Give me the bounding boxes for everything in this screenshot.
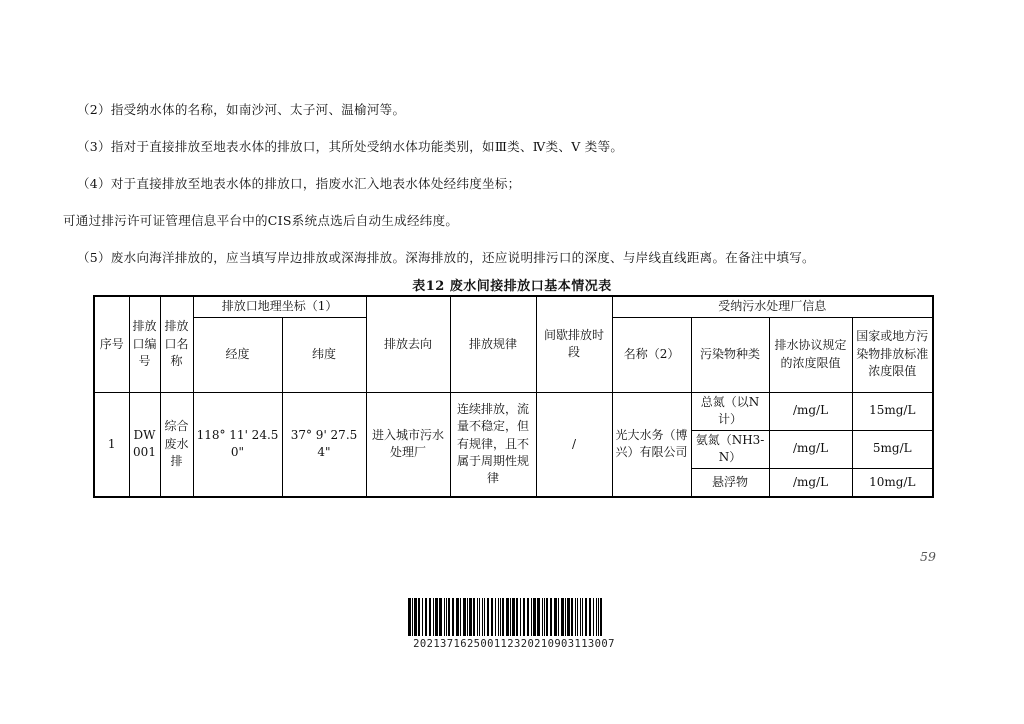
barcode <box>408 598 620 650</box>
note-3: （3）指对于直接排放至地表水体的排放口，其所处受纳水体功能类别，如Ⅲ类、Ⅳ类、Ⅴ 类等。 <box>77 139 624 154</box>
cell-outlet-name: 综合废水排 <box>160 392 193 497</box>
note-4: （4）对于直接排放至地表水体的排放口，指废水汇入地表水体处经纬度坐标； <box>77 176 521 191</box>
table-row <box>94 392 933 430</box>
cell-pollutant-name: 悬浮物 <box>691 468 769 497</box>
header-longitude: 经度 <box>193 317 282 392</box>
header-pollutant-type: 污染物种类 <box>691 317 769 392</box>
cell-agreement-limit: /mg/L <box>769 468 852 497</box>
cell-pollutant-name: 总氮（以N计） <box>691 392 769 430</box>
header-seq: 序号 <box>94 296 129 392</box>
wastewater-outlet-table <box>93 295 934 498</box>
cell-plant-name: 光大水务（博兴）有限公司 <box>612 392 691 497</box>
header-direction: 排放去向 <box>366 296 450 392</box>
page-number: 59 <box>920 549 936 564</box>
cell-longitude: 118° 11' 24.50" <box>193 392 282 497</box>
cell-standard-limit: 5mg/L <box>852 430 933 468</box>
barcode-bars-icon <box>408 598 620 636</box>
header-plant-name: 名称（2） <box>612 317 691 392</box>
cell-pattern: 连续排放，流量不稳定，但有规律，且不属于周期性规律 <box>450 392 536 497</box>
cell-latitude: 37° 9' 27.54" <box>282 392 366 497</box>
header-geo-coords: 排放口地理坐标（1） <box>193 296 366 317</box>
header-outlet-no: 排放口编号 <box>129 296 160 392</box>
barcode-number: 202137162500112320210903113007 <box>413 638 615 650</box>
cell-agreement-limit: /mg/L <box>769 430 852 468</box>
cell-intermittent: / <box>536 392 612 497</box>
note-4-continued: 可通过排污许可证管理信息平台中的CIS系统点选后自动生成经纬度。 <box>63 213 459 228</box>
cell-agreement-limit: /mg/L <box>769 392 852 430</box>
header-agreement-limit: 排水协议规定的浓度限值 <box>769 317 852 392</box>
cell-direction: 进入城市污水处理厂 <box>366 392 450 497</box>
cell-pollutant-name: 氨氮（NH3-N） <box>691 430 769 468</box>
header-pattern: 排放规律 <box>450 296 536 392</box>
cell-standard-limit: 15mg/L <box>852 392 933 430</box>
cell-standard-limit: 10mg/L <box>852 468 933 497</box>
header-outlet-name: 排放口名称 <box>160 296 193 392</box>
header-standard-limit: 国家或地方污染物排放标准浓度限值 <box>852 317 933 392</box>
header-latitude: 纬度 <box>282 317 366 392</box>
cell-outlet-no: DW001 <box>129 392 160 497</box>
note-2: （2）指受纳水体的名称，如南沙河、太子河、温榆河等。 <box>77 102 406 117</box>
cell-seq: 1 <box>94 392 129 497</box>
header-plant-info: 受纳污水处理厂信息 <box>612 296 933 317</box>
notes-section <box>63 101 968 286</box>
note-5: （5）废水向海洋排放的，应当填写岸边排放或深海排放。深海排放的，还应说明排污口的深度、与岸线直线距离。在备注中填写。 <box>77 250 815 265</box>
header-intermittent: 间歇排放时段 <box>536 296 612 392</box>
table-title: 表12 废水间接排放口基本情况表 <box>412 279 612 294</box>
